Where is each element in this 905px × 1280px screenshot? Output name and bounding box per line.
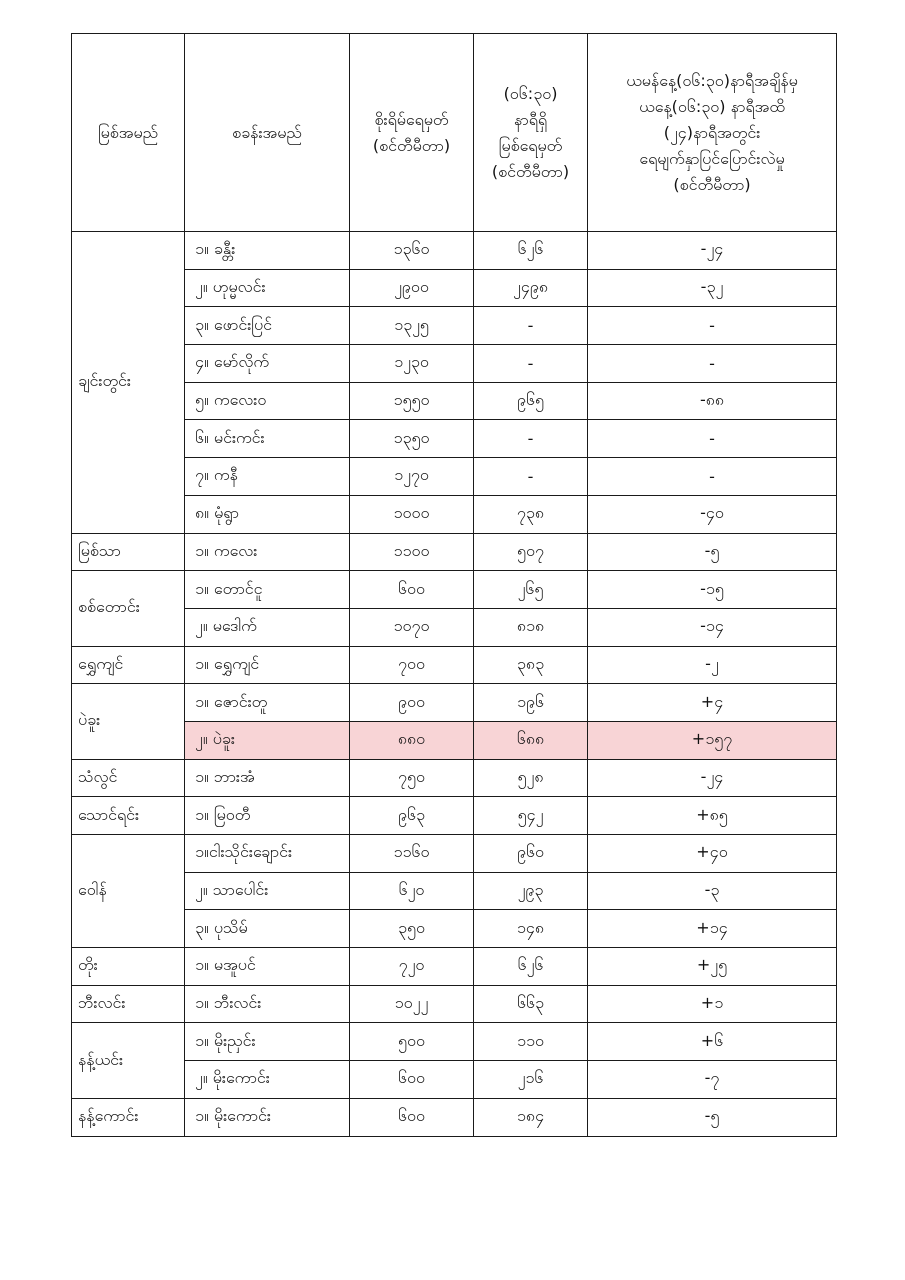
table-row <box>72 533 837 571</box>
level-change-cell: - <box>588 307 837 345</box>
current-level-cell: ၇၃၈ <box>474 495 588 533</box>
danger-level-cell: ၆၂၀ <box>350 872 474 910</box>
station-name-cell: ၁။ ကလေး <box>185 533 350 571</box>
level-change-cell: +၈၅ <box>588 797 837 835</box>
level-change-cell: +၄၀ <box>588 835 837 873</box>
table-row <box>72 269 837 307</box>
level-change-cell: - <box>588 345 837 383</box>
river-name-cell: မြစ်သာ <box>72 533 185 571</box>
river-name-cell: နန့်ယင်း <box>72 1023 185 1098</box>
current-level-cell: ၁၈၄ <box>474 1098 588 1136</box>
level-change-cell: +၆ <box>588 1023 837 1061</box>
table-row <box>72 684 837 722</box>
level-change-cell: -၁၄ <box>588 608 837 646</box>
station-name-cell: ၁။ ခန္တီး <box>185 232 350 270</box>
current-level-cell: ၁၄၈ <box>474 910 588 948</box>
river-name-cell: နန့်ကောင်း <box>72 1098 185 1136</box>
table-row <box>72 232 837 270</box>
header-station: စခန်းအမည် <box>185 34 350 232</box>
danger-level-cell: ၉၀၀ <box>350 684 474 722</box>
danger-level-cell: ၇၅၀ <box>350 759 474 797</box>
table-row <box>72 1023 837 1061</box>
river-name-cell: သံလွင် <box>72 759 185 797</box>
danger-level-cell: ၇၀၀ <box>350 646 474 684</box>
table-row <box>72 797 837 835</box>
table-row <box>72 458 837 496</box>
station-name-cell: ၁။ မအူပင် <box>185 948 350 986</box>
river-name-cell: စစ်တောင်း <box>72 571 185 646</box>
level-change-cell: - <box>588 420 837 458</box>
level-change-cell: -၂၄ <box>588 232 837 270</box>
danger-level-cell: ၆၀၀ <box>350 1061 474 1099</box>
level-change-cell: +၂၅ <box>588 948 837 986</box>
river-name-cell: ပဲခူး <box>72 684 185 759</box>
current-level-cell: ၂၉၃ <box>474 872 588 910</box>
table-body <box>72 232 837 1137</box>
header-24h-change: ယမန်နေ့(၀၆:၃၀)နာရီအချိန်မှ ယနေ့(၀၆:၃၀) နာရီအထိ (၂၄)နာရီအတွင်း ရေမျက်နှာပြင်ပြောင်းလဲမှု (စင်တီမီတာ) <box>588 34 837 232</box>
current-level-cell: ၈၁၈ <box>474 608 588 646</box>
current-level-cell: ၆၈၈ <box>474 721 588 759</box>
table-row <box>72 721 837 759</box>
current-level-cell: - <box>474 345 588 383</box>
river-name-cell: တိုး <box>72 948 185 986</box>
level-change-cell: +၄ <box>588 684 837 722</box>
level-change-cell: -၂၄ <box>588 759 837 797</box>
table-row <box>72 1061 837 1099</box>
station-name-cell: ၅။ ကလေးဝ <box>185 382 350 420</box>
table-row <box>72 495 837 533</box>
table-row <box>72 307 837 345</box>
level-change-cell: -၈၈ <box>588 382 837 420</box>
water-level-table <box>71 33 837 1137</box>
station-name-cell: ၁။ငါးသိုင်းချောင်း <box>185 835 350 873</box>
table-row <box>72 608 837 646</box>
table-row <box>72 420 837 458</box>
current-level-cell: - <box>474 420 588 458</box>
station-name-cell: ၃။ ပုသိမ် <box>185 910 350 948</box>
current-level-cell: ၁၁၀ <box>474 1023 588 1061</box>
level-change-cell: -၅ <box>588 533 837 571</box>
danger-level-cell: ၁၁၀၀ <box>350 533 474 571</box>
danger-level-cell: ၅၀၀ <box>350 1023 474 1061</box>
danger-level-cell: ၇၂၀ <box>350 948 474 986</box>
danger-level-cell: ၆၀၀ <box>350 1098 474 1136</box>
current-level-cell: ၉၆၀ <box>474 835 588 873</box>
table-row <box>72 646 837 684</box>
station-name-cell: ၇။ ကနီ <box>185 458 350 496</box>
station-name-cell: ၂။ ပဲခူး <box>185 721 350 759</box>
station-name-cell: ၈။ မုံရွာ <box>185 495 350 533</box>
current-level-cell: ၁၉၆ <box>474 684 588 722</box>
current-level-cell: ၆၂၆ <box>474 948 588 986</box>
table-header-row <box>72 34 837 232</box>
header-river: မြစ်အမည် <box>72 34 185 232</box>
table-row <box>72 835 837 873</box>
table-row <box>72 872 837 910</box>
table-row <box>72 571 837 609</box>
station-name-cell: ၄။ မော်လိုက် <box>185 345 350 383</box>
header-danger-level: စိုးရိမ်ရေမှတ် (စင်တီမီတာ) <box>350 34 474 232</box>
level-change-cell: -၂ <box>588 646 837 684</box>
current-level-cell: ၃၈၃ <box>474 646 588 684</box>
table-row <box>72 1098 837 1136</box>
level-change-cell: +၁၄ <box>588 910 837 948</box>
current-level-cell: ၆၂၆ <box>474 232 588 270</box>
current-level-cell: ၆၆၃ <box>474 985 588 1023</box>
station-name-cell: ၃။ ဖောင်းပြင် <box>185 307 350 345</box>
level-change-cell: - <box>588 458 837 496</box>
river-name-cell: ဝေါန် <box>72 835 185 948</box>
header-current-level: (၀၆:၃၀) နာရီရှိ မြစ်ရေမှတ် (စင်တီမီတာ) <box>474 34 588 232</box>
station-name-cell: ၁။ ဘီးလင်း <box>185 985 350 1023</box>
current-level-cell: ၅၀၇ <box>474 533 588 571</box>
danger-level-cell: ၁၃၆၀ <box>350 232 474 270</box>
station-name-cell: ၂။ ဟုမ္မလင်း <box>185 269 350 307</box>
station-name-cell: ၂။ မဒေါက် <box>185 608 350 646</box>
station-name-cell: ၁။ ရွှေကျင် <box>185 646 350 684</box>
river-name-cell: ဘီးလင်း <box>72 985 185 1023</box>
danger-level-cell: ၁၃၂၅ <box>350 307 474 345</box>
current-level-cell: ၂၆၅ <box>474 571 588 609</box>
station-name-cell: ၁။ မိုးညှင်း <box>185 1023 350 1061</box>
current-level-cell: - <box>474 458 588 496</box>
station-name-cell: ၂။ မိုးကောင်း <box>185 1061 350 1099</box>
level-change-cell: +၁ <box>588 985 837 1023</box>
river-name-cell: ရွှေကျင် <box>72 646 185 684</box>
station-name-cell: ၆။ မင်းကင်း <box>185 420 350 458</box>
river-name-cell: ချင်းတွင်း <box>72 232 185 534</box>
water-level-report <box>71 33 837 1137</box>
station-name-cell: ၂။ သာပေါင်း <box>185 872 350 910</box>
table-row <box>72 948 837 986</box>
danger-level-cell: ၁၅၅၀ <box>350 382 474 420</box>
station-name-cell: ၁။ ဘားအံ <box>185 759 350 797</box>
table-row <box>72 382 837 420</box>
danger-level-cell: ၁၀၀၀ <box>350 495 474 533</box>
level-change-cell: -၇ <box>588 1061 837 1099</box>
danger-level-cell: ၃၅၀ <box>350 910 474 948</box>
danger-level-cell: ၁၃၅၀ <box>350 420 474 458</box>
danger-level-cell: ၆၀၀ <box>350 571 474 609</box>
station-name-cell: ၁။ တောင်ငူ <box>185 571 350 609</box>
level-change-cell: -၁၅ <box>588 571 837 609</box>
danger-level-cell: ၁၀၂၂ <box>350 985 474 1023</box>
current-level-cell: ၉၆၅ <box>474 382 588 420</box>
table-row <box>72 759 837 797</box>
danger-level-cell: ၈၈၀ <box>350 721 474 759</box>
station-name-cell: ၁။ မိုးကောင်း <box>185 1098 350 1136</box>
level-change-cell: -၄၀ <box>588 495 837 533</box>
danger-level-cell: ၉၆၃ <box>350 797 474 835</box>
level-change-cell: -၅ <box>588 1098 837 1136</box>
current-level-cell: ၂၁၆ <box>474 1061 588 1099</box>
table-row <box>72 345 837 383</box>
level-change-cell: -၃၂ <box>588 269 837 307</box>
current-level-cell: ၂၄၉၈ <box>474 269 588 307</box>
level-change-cell: +၁၅၇ <box>588 721 837 759</box>
station-name-cell: ၁။ မြဝတီ <box>185 797 350 835</box>
station-name-cell: ၁။ ဇောင်းတူ <box>185 684 350 722</box>
level-change-cell: -၃ <box>588 872 837 910</box>
danger-level-cell: ၁၂၇၀ <box>350 458 474 496</box>
danger-level-cell: ၁၂၃၀ <box>350 345 474 383</box>
current-level-cell: ၅၂၈ <box>474 759 588 797</box>
danger-level-cell: ၂၉၀၀ <box>350 269 474 307</box>
river-name-cell: သောင်ရင်း <box>72 797 185 835</box>
danger-level-cell: ၁၁၆၀ <box>350 835 474 873</box>
current-level-cell: ၅၄၂ <box>474 797 588 835</box>
danger-level-cell: ၁၀၇၀ <box>350 608 474 646</box>
table-row <box>72 910 837 948</box>
current-level-cell: - <box>474 307 588 345</box>
table-row <box>72 985 837 1023</box>
